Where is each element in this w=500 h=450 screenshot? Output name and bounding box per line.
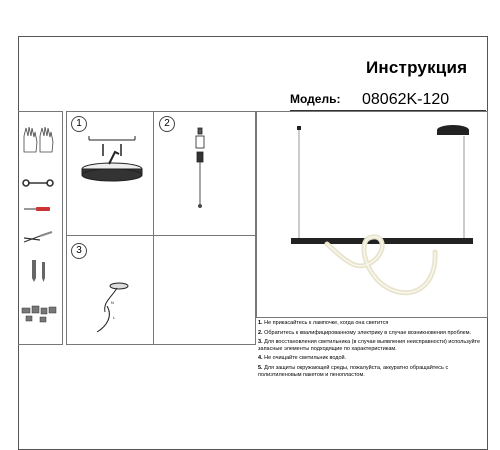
gloves-icon bbox=[24, 127, 53, 152]
note-item: 3. Для восстановления светильника (в случае выявления неисправности) используйте запасные элементы подходящие по характеристикам. bbox=[258, 339, 481, 352]
step-2-badge: 2 bbox=[159, 116, 175, 132]
note-item: 2. Обратитесь к квалифицированному электрику в случае возникновения проблем. bbox=[258, 329, 472, 336]
model-number: 08062K-120 bbox=[362, 91, 450, 108]
step-illustrations bbox=[67, 112, 255, 344]
tools-column bbox=[18, 111, 63, 345]
model-row bbox=[290, 90, 486, 112]
step-3-wiring-illustration bbox=[97, 283, 128, 332]
wrench-icon bbox=[23, 180, 53, 186]
svg-text:N: N bbox=[111, 300, 114, 305]
svg-text:L: L bbox=[113, 315, 116, 320]
note-item: 4. Не очищайте светильник водой. bbox=[258, 355, 347, 362]
led-ribbon-tube bbox=[327, 237, 435, 293]
pliers-icon bbox=[24, 232, 52, 242]
anchor-bolts-icon bbox=[32, 260, 45, 282]
pendant-lamp-illustration bbox=[257, 112, 487, 317]
screws-set-icon bbox=[22, 306, 56, 322]
step-1-ceiling-mount-illustration bbox=[82, 136, 142, 181]
page-title: Инструкция bbox=[366, 58, 468, 77]
steps-grid bbox=[66, 111, 256, 345]
tools-illustration bbox=[18, 112, 62, 344]
note-item: 5. Для защиты окружающей среды, пожалуйста, аккуратно обращайтесь с полиэтиленовым пакетом и пенопластом. bbox=[258, 364, 449, 378]
model-label: Модель: bbox=[290, 92, 341, 106]
screwdriver-icon bbox=[24, 207, 50, 211]
step-2-cable-connector-illustration bbox=[196, 128, 204, 208]
step-3-badge: 3 bbox=[71, 243, 87, 259]
safety-notes bbox=[258, 320, 484, 381]
step-1-badge: 1 bbox=[71, 116, 87, 132]
product-diagram-panel bbox=[256, 111, 488, 318]
note-item: 1. Не прикасайтесь к лампочке, когда она светится bbox=[258, 320, 389, 326]
